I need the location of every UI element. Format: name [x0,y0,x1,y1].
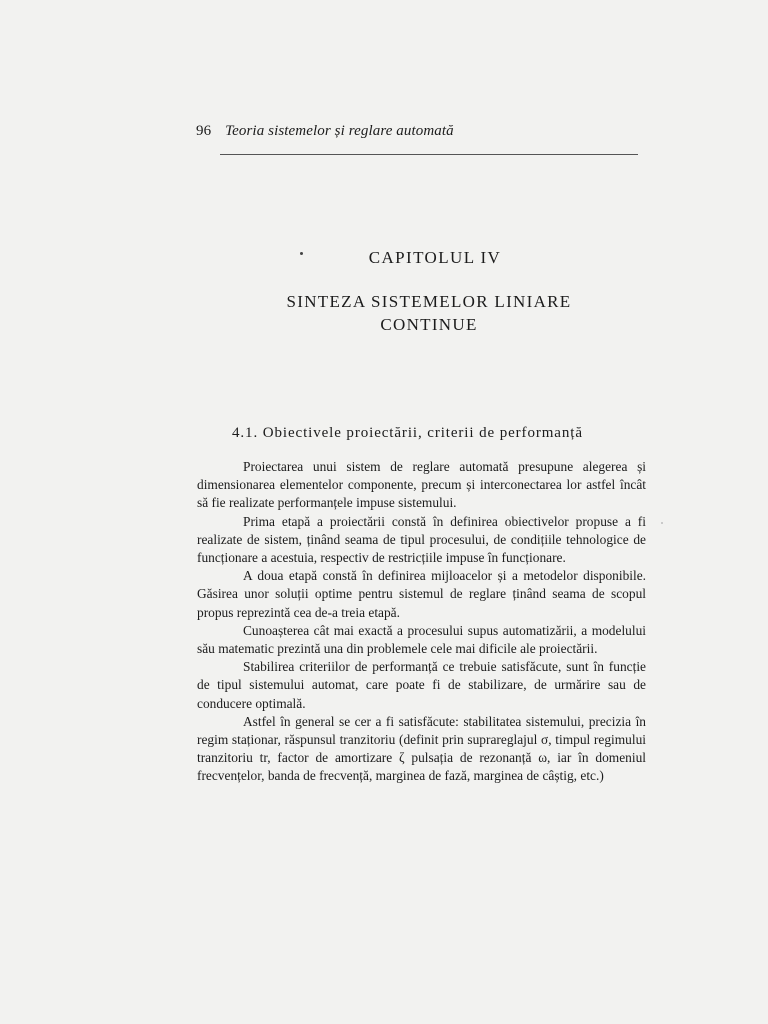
header-rule [220,154,638,155]
paragraph: Prima etapă a proiectării constă în definirea obiectivelor propuse a fi realizate de sistem, ținând seama de tipul procesului, de condițiile tehnologice de funcționare a acestuia, respectiv de restricțiile impuse în funcționare. [197,513,646,566]
body-text [197,458,646,786]
page-number: 96 [196,123,212,139]
scan-dot [300,252,303,255]
chapter-title [252,290,606,336]
chapter-title-line-2: CONTINUE [380,315,478,334]
paragraph: Cunoașterea cât mai exactă a procesului supus automatizării, a modelului său matematic prezintă una din problemele cele mai dificile ale proiectării. [197,622,646,657]
paragraph: Astfel în general se cer a fi satisfăcute: stabilitatea sistemului, precizia în regim staționar, răspunsul tranzitoriu (definit prin suprareglajul σ, timpul regimului tranzitoriu tr, factor de amortizare ζ pulsația de rezonanță ω, iar în domeniul frecvențelor, banda de frecvență, marginea de fază, marginea de câștig, etc.) [197,713,646,784]
paragraph: Stabilirea criteriilor de performanță ce trebuie satisfăcute, sunt în funcție de tipul sistemului automat, care poate fi de stabilizare, de urmărire sau de conducere optimală. [197,659,646,711]
section-heading: 4.1. Obiectivele proiectării, criterii de performanță [232,425,583,441]
chapter-label: CAPITOLUL IV [368,248,502,267]
paragraph: A doua etapă constă în definirea mijloacelor și a metodelor disponibile. Găsirea unor soluții optime pentru sistemul de reglare ținând seama de scopul propus reprezintă cea de-a treia etapă. [197,568,646,620]
running-head [196,123,454,140]
chapter-title-line-1: SINTEZA SISTEMELOR LINIARE [286,292,572,311]
scan-speck [661,522,663,524]
paragraph: Proiectarea unui sistem de reglare automată presupune alegerea și dimensionarea elementelor componente, precum și interconectarea lor astfel încât să fie realizate performanțele impuse sistemului. [197,459,646,511]
book-title: Teoria sistemelor și reglare automată [225,123,454,139]
